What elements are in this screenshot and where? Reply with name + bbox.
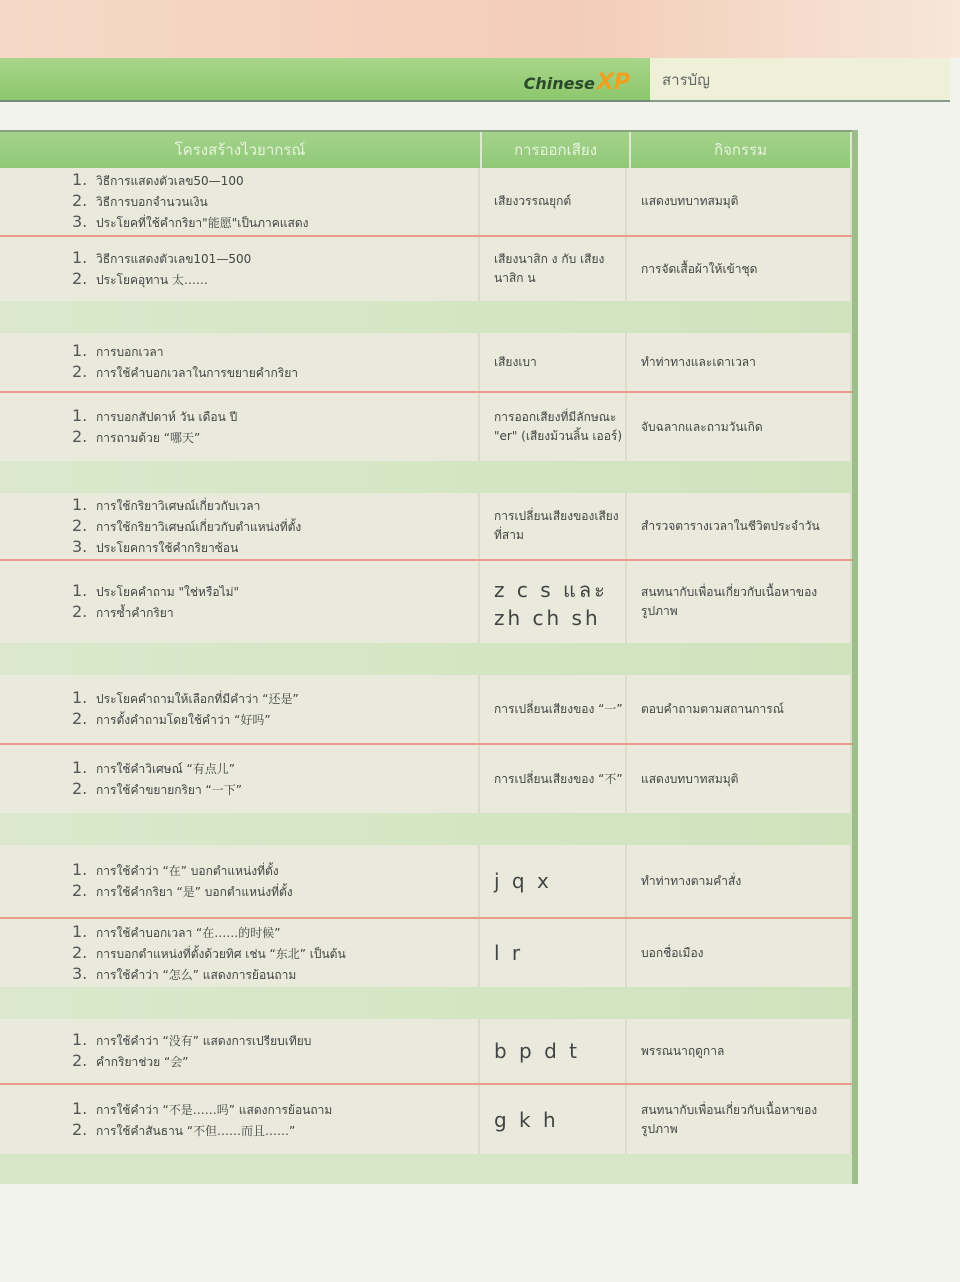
grammar-item (72, 427, 478, 448)
activity-text: สนทนากับเพื่อนเกี่ยวกับเนื้อหาของรูปภาพ (641, 585, 818, 618)
pronunciation-text: z c s และ zh ch sh (494, 578, 608, 630)
grammar-item (72, 881, 478, 902)
item-number: 2. (72, 362, 88, 381)
item-number: 1. (72, 341, 88, 360)
grammar-cell (0, 919, 480, 987)
grammar-cell (0, 168, 480, 235)
item-number: 1. (72, 688, 88, 707)
grammar-item (72, 341, 478, 362)
grammar-text: ประโยคอุทาน 太…… (96, 273, 208, 287)
grammar-cell (0, 561, 480, 643)
grammar-text: การบอกสัปดาห์ วัน เดือน ปี (96, 410, 238, 424)
activity-text: ตอบคำถามตามสถานการณ์ (641, 701, 784, 716)
activity-cell (627, 168, 852, 235)
pronunciation-cell (480, 745, 627, 813)
activity-text: แสดงบทบาทสมมุติ (641, 194, 739, 208)
item-number: 2. (72, 427, 88, 446)
grammar-text: ประโยคที่ใช้คำกริยา"能愿"เป็นภาคแสดง (96, 216, 309, 230)
grammar-text: วิธีการบอกจำนวนเงิน (96, 195, 208, 209)
pronunciation-text: เสียงวรรณยุกต์ (494, 194, 572, 208)
grammar-item (72, 248, 478, 269)
item-number: 3. (72, 536, 88, 556)
grammar-item (72, 758, 478, 779)
item-number: 2. (72, 191, 88, 210)
pronunciation-cell (480, 393, 627, 461)
grammar-cell (0, 393, 480, 461)
table-row (0, 745, 852, 813)
activity-cell (627, 675, 852, 743)
activity-cell (627, 237, 852, 301)
item-number: 2. (72, 269, 88, 288)
pronunciation-text: การเปลี่ยนเสียงของ “一” (494, 701, 623, 716)
grammar-item (72, 362, 478, 383)
grammar-text: การตั้งคำถามโดยใช้คำว่า “好吗” (96, 713, 271, 727)
table-row (0, 168, 852, 237)
col-grammar-header: โครงสร้างไวยากรณ์ (0, 132, 482, 168)
activity-cell (627, 393, 852, 461)
activity-cell (627, 745, 852, 813)
pronunciation-cell (480, 845, 627, 917)
table-row (0, 1019, 852, 1085)
grammar-item (72, 212, 478, 233)
grammar-item (72, 537, 478, 558)
group-separator (0, 813, 852, 845)
activity-text: จับฉลากและถามวันเกิด (641, 419, 763, 434)
group-separator (0, 301, 852, 333)
item-number: 3. (72, 212, 88, 231)
activity-text: ทำท่าทางตามคำสั่ง (641, 873, 742, 888)
group-separator (0, 461, 852, 493)
pronunciation-cell (480, 168, 627, 235)
grammar-item (72, 581, 478, 602)
grammar-item (72, 1099, 478, 1120)
grammar-text: การใช้คำบอกเวลาในการขยายคำกริยา (96, 366, 299, 380)
pronunciation-text: การออกเสียงที่มีลักษณะ "er" (เสียงม้วนลิ้น เออร์) (494, 410, 623, 443)
grammar-item (72, 191, 478, 212)
grammar-text: การใช้คำว่า “不是……吗” แสดงการย้อนถาม (96, 1102, 333, 1117)
item-number: 2. (72, 602, 88, 621)
pronunciation-text: g k h (494, 1107, 559, 1132)
item-number: 1. (72, 494, 88, 514)
col-pronunciation-header: การออกเสียง (482, 132, 631, 168)
item-number: 3. (72, 963, 88, 983)
item-number: 1. (72, 1098, 88, 1118)
table-row (0, 493, 852, 561)
table-header (0, 130, 852, 168)
group-separator (0, 643, 852, 675)
grammar-cell (0, 493, 480, 559)
table-row (0, 845, 852, 919)
chinese-xp-logo (524, 70, 630, 95)
grammar-text: การบอกเวลา (96, 345, 164, 359)
grammar-item (72, 688, 478, 709)
grammar-item (72, 269, 478, 290)
pronunciation-cell (480, 919, 627, 987)
table-row (0, 237, 852, 301)
top-decor-strip (0, 0, 960, 58)
activity-cell (627, 1019, 852, 1083)
grammar-item (72, 709, 478, 730)
grammar-text: การซ้ำคำกริยา (96, 606, 174, 620)
pronunciation-text: l r (494, 941, 524, 965)
pronunciation-cell (480, 333, 627, 391)
grammar-cell (0, 675, 480, 743)
contents-table (0, 130, 858, 1184)
grammar-text: การใช้คำกริยา “是” บอกตำแหน่งที่ตั้ง (96, 885, 293, 899)
grammar-text: คำกริยาช่วย “会” (96, 1055, 189, 1069)
grammar-text: การบอกตำแหน่งที่ตั้งด้วยทิศ เช่น “东北” เป็นต้น (96, 946, 346, 961)
header-bar (0, 58, 650, 102)
grammar-cell (0, 333, 480, 391)
grammar-cell (0, 1085, 480, 1154)
pronunciation-text: การเปลี่ยนเสียงของ “不” (494, 771, 623, 786)
grammar-text: การใช้คำว่า “在” บอกตำแหน่งที่ตั้ง (96, 864, 279, 878)
pronunciation-cell (480, 561, 627, 643)
grammar-item (72, 1051, 478, 1072)
section-title: สารบัญ (662, 71, 710, 89)
item-number: 2. (72, 942, 88, 962)
pronunciation-cell (480, 1019, 627, 1083)
activity-cell (627, 333, 852, 391)
grammar-text: การใช้คำสันธาน “不但……而且……” (96, 1123, 296, 1138)
section-header (650, 58, 950, 102)
grammar-item (72, 779, 478, 800)
table-row (0, 1085, 852, 1154)
grammar-item (72, 860, 478, 881)
item-number: 1. (72, 758, 88, 777)
table-row (0, 333, 852, 393)
pronunciation-cell (480, 237, 627, 301)
activity-text: พรรณนาฤดูกาล (641, 1043, 725, 1058)
item-number: 2. (72, 881, 88, 900)
logo-text: Chinese (523, 74, 595, 93)
grammar-text: การถามด้วย “哪天” (96, 431, 201, 445)
grammar-item (72, 602, 478, 623)
group-separator (0, 987, 852, 1019)
activity-cell (627, 1085, 852, 1154)
pronunciation-text: b p d t (494, 1039, 580, 1063)
table-row (0, 919, 852, 987)
item-number: 1. (72, 248, 88, 267)
item-number: 2. (72, 1119, 88, 1139)
grammar-text: การใช้คำว่า “怎么” แสดงการย้อนถาม (96, 967, 297, 982)
item-number: 1. (72, 860, 88, 879)
pronunciation-cell (480, 1085, 627, 1154)
item-number: 1. (72, 406, 88, 425)
grammar-text: การใช้คำขยายกริยา “一下” (96, 783, 242, 797)
item-number: 2. (72, 515, 88, 535)
grammar-item (72, 516, 478, 537)
grammar-item (72, 943, 478, 964)
grammar-item (72, 922, 478, 943)
pronunciation-text: เสียงเบา (494, 354, 537, 369)
activity-text: ทำท่าทางและเดาเวลา (641, 354, 756, 369)
pronunciation-text: เสียงนาสิก ง กับ เสียงนาสิก น (494, 252, 605, 285)
table-row (0, 561, 852, 643)
grammar-text: ประโยคคำถาม "ใช่หรือไม่" (96, 585, 240, 599)
grammar-item (72, 406, 478, 427)
activity-cell (627, 493, 852, 559)
table-row (0, 393, 852, 461)
activity-cell (627, 561, 852, 643)
activity-text: แสดงบทบาทสมมุติ (641, 771, 739, 786)
item-number: 1. (72, 921, 88, 941)
grammar-text: การใช้คำว่า “没有” แสดงการเปรียบเทียบ (96, 1034, 312, 1048)
item-number: 1. (72, 1030, 88, 1049)
group-separator (0, 1154, 852, 1184)
activity-text: สนทนากับเพื่อนเกี่ยวกับเนื้อหาของรูปภาพ (641, 1102, 818, 1136)
pronunciation-text: j q x (494, 869, 552, 893)
activity-text: บอกชื่อเมือง (641, 945, 704, 960)
activity-cell (627, 919, 852, 987)
grammar-text: การใช้คำบอกเวลา “在……的时候” (96, 925, 281, 940)
grammar-cell (0, 845, 480, 917)
grammar-item (72, 964, 478, 985)
item-number: 1. (72, 170, 88, 189)
item-number: 1. (72, 581, 88, 600)
table-row (0, 675, 852, 745)
grammar-cell (0, 745, 480, 813)
grammar-text: การใช้กริยาวิเศษณ์เกี่ยวกับตำแหน่งที่ตั้ง (96, 519, 302, 534)
grammar-text: วิธีการแสดงตัวเลข50—100 (96, 174, 244, 188)
grammar-text: ประโยคคำถามให้เลือกที่มีคำว่า “还是” (96, 692, 299, 706)
grammar-item (72, 170, 478, 191)
grammar-item (72, 1030, 478, 1051)
pronunciation-cell (480, 493, 627, 559)
item-number: 2. (72, 709, 88, 728)
item-number: 2. (72, 779, 88, 798)
xp-logo-mark: XP (596, 70, 630, 95)
grammar-text: การใช้คำวิเศษณ์ “有点儿” (96, 762, 235, 776)
pronunciation-text: การเปลี่ยนเสียงของเสียงที่สาม (494, 509, 619, 542)
grammar-item (72, 1120, 478, 1141)
col-activity-header: กิจกรรม (631, 132, 852, 168)
item-number: 2. (72, 1051, 88, 1070)
activity-text: สำรวจตารางเวลาในชีวิตประจำวัน (641, 518, 820, 533)
grammar-text: การใช้กริยาวิเศษณ์เกี่ยวกับเวลา (96, 498, 261, 513)
grammar-item (72, 495, 478, 516)
grammar-cell (0, 1019, 480, 1083)
grammar-text: ประโยคการใช้คำกริยาซ้อน (96, 540, 239, 555)
activity-text: การจัดเสื้อผ้าให้เข้าชุด (641, 261, 758, 276)
pronunciation-cell (480, 675, 627, 743)
grammar-cell (0, 237, 480, 301)
activity-cell (627, 845, 852, 917)
grammar-text: วิธีการแสดงตัวเลข101—500 (96, 252, 252, 266)
